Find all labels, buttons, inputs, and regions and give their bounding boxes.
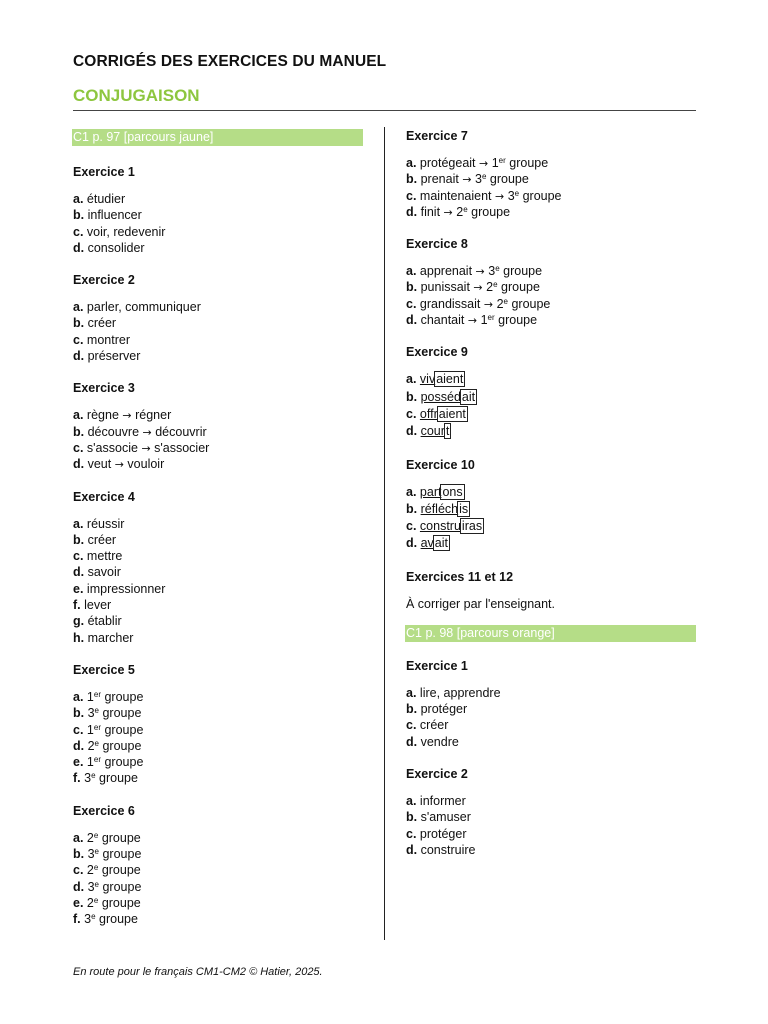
- answer-item: a. 2e groupe: [73, 830, 141, 845]
- answer-item: c. 1er groupe: [73, 722, 144, 737]
- verb-stem: cour: [420, 424, 445, 439]
- exercise-title: Exercice 7: [406, 129, 468, 143]
- answer-item: d. court: [406, 424, 450, 439]
- answer-item: b. punissait → 2e groupe: [406, 280, 540, 295]
- answer-item: h. marcher: [73, 630, 134, 645]
- answer-item: a. informer: [406, 793, 466, 808]
- answer-item: a. lire, apprendre: [406, 685, 501, 700]
- arrow-right-icon: →: [473, 281, 483, 295]
- answer-item: e. 1er groupe: [73, 755, 144, 770]
- answer-item: a. réussir: [73, 516, 125, 531]
- exercise-7-answers: [406, 155, 696, 220]
- answer-item: c. montrer: [73, 332, 130, 347]
- exercise-5-answers: [73, 689, 363, 787]
- verb-stem: viv: [419, 372, 436, 387]
- answer-item: a. vivaient: [406, 372, 464, 387]
- answer-item: b. 3e groupe: [73, 706, 142, 721]
- exercise-title: Exercice 4: [73, 489, 135, 504]
- answer-item: d. préserver: [73, 349, 141, 364]
- answer-item: c. protéger: [406, 826, 467, 841]
- arrow-right-icon: →: [114, 458, 124, 472]
- exercise-note: À corriger par l'enseignant.: [406, 596, 555, 611]
- answer-item: d. veut → vouloir: [73, 457, 165, 472]
- exercise-2-answers: [73, 299, 363, 364]
- exercise-title: Exercice 2: [406, 766, 468, 781]
- answer-item: e. 2e groupe: [73, 895, 141, 910]
- answer-item: b. créer: [73, 532, 117, 547]
- verb-ending-box: iras: [461, 519, 483, 534]
- exercise-title: Exercice 5: [73, 662, 135, 677]
- answer-item: b. 3e groupe: [73, 847, 142, 862]
- exercise-title: Exercice 6: [73, 803, 135, 818]
- orange-exercise-2-answers: [406, 793, 696, 858]
- arrow-right-icon: →: [494, 189, 505, 203]
- answer-item: d. savoir: [73, 565, 121, 580]
- section-subtitle: CONJUGAISON: [73, 86, 200, 105]
- verb-stem: av: [420, 536, 434, 551]
- answer-item: g. établir: [73, 614, 122, 629]
- answer-item: b. influencer: [73, 208, 142, 223]
- exercise-6-answers: [73, 830, 363, 928]
- answer-item: c. construiras: [406, 519, 483, 534]
- verb-stem: part: [419, 484, 442, 499]
- verb-ending-box: ait: [461, 389, 476, 404]
- answer-item: c. grandissait → 2e groupe: [406, 296, 551, 311]
- answer-item: b. prenait → 3e groupe: [406, 172, 529, 187]
- orange-exercise-1-answers: [406, 685, 696, 750]
- answer-item: f. 3e groupe: [73, 912, 138, 927]
- arrow-right-icon: →: [142, 425, 152, 439]
- answer-item: a. étudier: [73, 192, 126, 206]
- answer-item: a. 1er groupe: [73, 689, 144, 704]
- verb-stem: posséd: [420, 389, 461, 404]
- answer-item: a. apprenait → 3e groupe: [406, 264, 543, 279]
- exercise-4-answers: [73, 516, 363, 646]
- answer-item: f. 3e groupe: [73, 771, 138, 786]
- answer-item: a. protégeait → 1er groupe: [406, 156, 549, 170]
- arrow-right-icon: →: [122, 409, 132, 423]
- arrow-right-icon: →: [479, 157, 489, 170]
- exercise-title: Exercice 1: [406, 658, 468, 673]
- exercise-1-answers: [73, 191, 363, 256]
- answer-item: b. s'amuser: [406, 810, 471, 825]
- arrow-right-icon: →: [467, 314, 478, 328]
- answer-item: d. construire: [406, 842, 476, 857]
- answer-item: a. partons: [406, 484, 463, 499]
- verb-stem: réfléch: [420, 501, 459, 516]
- verb-stem: constru: [419, 519, 461, 534]
- answer-item: d. finit → 2e groupe: [406, 204, 511, 219]
- verb-ending-box: t: [445, 424, 450, 439]
- answer-item: b. découvre → découvrir: [73, 424, 207, 439]
- exercise-title: Exercice 2: [73, 273, 135, 288]
- answer-item: c. 2e groupe: [73, 863, 141, 878]
- exercise-title: Exercice 9: [406, 345, 468, 360]
- exercise-8-answers: [406, 263, 696, 328]
- answer-item: c. offraient: [406, 406, 466, 421]
- answer-item: b. possédait: [406, 389, 476, 404]
- answer-item: b. réfléchis: [406, 501, 469, 516]
- answer-item: c. créer: [406, 718, 449, 733]
- verb-ending-box: ait: [434, 536, 448, 551]
- section-band-c1-jaune: C1 p. 97 [parcours jaune]: [72, 129, 363, 146]
- answer-item: a. règne → régner: [73, 408, 172, 423]
- exercise-title: Exercices 11 et 12: [406, 569, 514, 584]
- arrow-right-icon: →: [443, 205, 453, 219]
- right-column: [406, 127, 696, 858]
- arrow-right-icon: →: [475, 265, 485, 279]
- verb-ending-box: ons: [442, 484, 463, 499]
- arrow-right-icon: →: [462, 173, 472, 187]
- section-band-c1-orange: C1 p. 98 [parcours orange]: [405, 625, 696, 642]
- column-divider: [384, 127, 385, 940]
- answer-item: d. 3e groupe: [73, 879, 142, 894]
- left-column: [73, 127, 363, 928]
- answer-item: b. protéger: [406, 702, 468, 717]
- verb-ending-box: aient: [436, 372, 464, 387]
- header-rule: [73, 110, 696, 111]
- exercise-10-answers: [406, 484, 696, 553]
- answer-item: a. parler, communiquer: [73, 300, 201, 315]
- exercise-title: Exercice 10: [406, 457, 475, 472]
- exercise-9-answers: [406, 371, 696, 440]
- answer-item: f. lever: [73, 598, 112, 613]
- answer-item: d. avait: [406, 536, 448, 551]
- answer-item: d. chantait → 1er groupe: [406, 313, 538, 328]
- exercise-title: Exercice 1: [73, 165, 135, 179]
- page-footer: En route pour le français CM1-CM2 © Hatier, 2025.: [73, 966, 323, 978]
- answer-item: c. mettre: [73, 549, 123, 564]
- answer-item: c. maintenaient → 3e groupe: [406, 188, 562, 203]
- answer-item: d. consolider: [73, 240, 145, 255]
- exercise-3-answers: [73, 407, 363, 472]
- verb-ending-box: is: [459, 501, 469, 516]
- answer-item: c. voir, redevenir: [73, 224, 166, 239]
- answer-item: b. créer: [73, 316, 117, 331]
- answer-item: d. 2e groupe: [73, 738, 142, 753]
- arrow-right-icon: →: [141, 441, 151, 455]
- verb-ending-box: aient: [438, 406, 466, 421]
- arrow-right-icon: →: [483, 297, 494, 311]
- exercise-title: Exercice 8: [406, 237, 468, 252]
- exercise-title: Exercice 3: [73, 381, 135, 396]
- page-title: CORRIGÉS DES EXERCICES DU MANUEL: [73, 53, 387, 70]
- answer-item: c. s'associe → s'associer: [73, 440, 210, 455]
- answer-item: e. impressionner: [73, 581, 166, 596]
- answer-item: d. vendre: [406, 734, 459, 749]
- verb-stem: offr: [419, 406, 438, 421]
